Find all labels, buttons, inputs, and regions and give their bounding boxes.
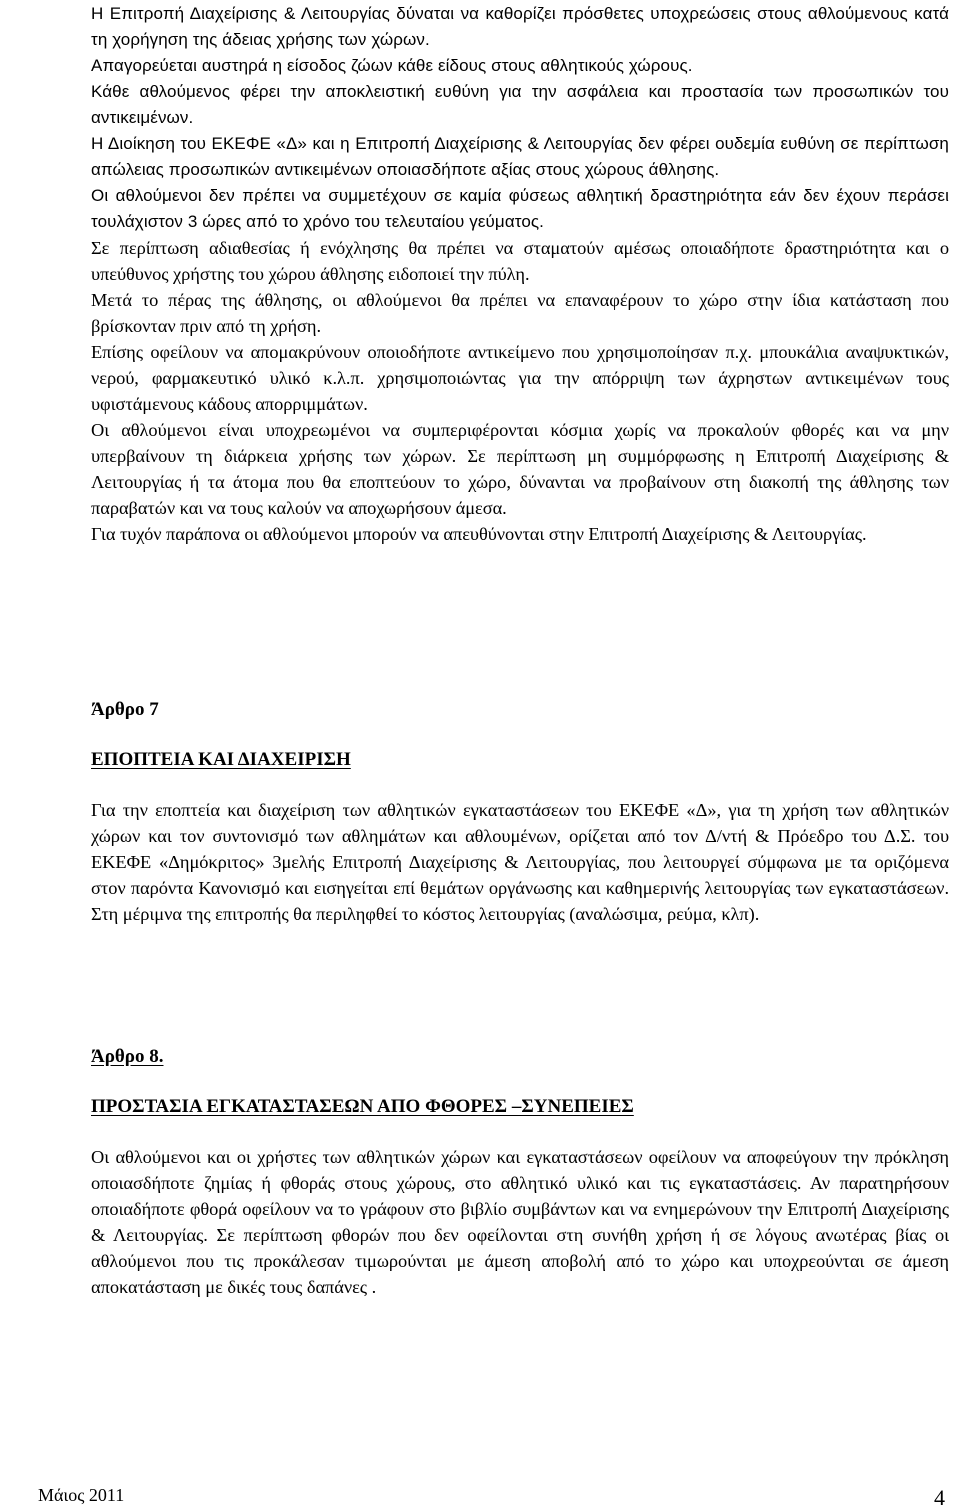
article-7-body: Για την εποπτεία και διαχείριση των αθλητικών εγκαταστάσεων του ΕΚΕΦΕ «Δ», για τη χρήση των αθλητικών χώρων και τον συντονισμό των αθλημάτων και αθλουμένων, ορίζεται από τον Δ/ντή & Πρόεδρο του Δ.Σ. του ΕΚΕΦΕ «Δημόκριτος» 3μελής Επιτροπή Διαχείρισης & Λειτουργίας, που λειτουργεί σύμφωνα με τα οριζόμενα στον παρόντα Κανονισμό και εισηγείται επί θεμάτων οργάνωσης και καθημερινής λειτουργίας των εγκαταστάσεων. Στη μέριμνα της επιτροπής θα περιληφθεί το κόστος λειτουργίας (αναλώσιμα, ρεύμα, κλπ). xyxy=(91,800,949,924)
footer-date: Μάιος 2011 xyxy=(38,1485,125,1505)
article-7-title: ΕΠΟΠΤΕΙΑ ΚΑΙ ΔΙΑΧΕΙΡΙΣΗ xyxy=(91,749,351,770)
paragraph-illness: Σε περίπτωση αδιαθεσίας ή ενόχλησης θα πρέπει να σταματούν αμέσως οποιαδήποτε δραστηριότητα και ο υπεύθυνος χρήστης του χώρου άθλησης ειδοποιεί την πύλη. xyxy=(91,238,949,284)
footer-page-number: 4 xyxy=(934,1485,945,1510)
paragraph-conduct: Οι αθλούμενοι είναι υποχρεωμένοι να συμπεριφέρονται κόσμια χωρίς να προκαλούν φθορές και να μην υπερβαίνουν τη διάρκεια χρήσης των χώρων. Σε περίπτωση μη συμμόρφωσης η Επιτροπή Διαχείρισης & Λειτουργίας ή τα άτομα που θα εποπτεύουν το χώρο, δύνανται να προβαίνουν στη διακοπή της άθλησης των παραβατών και να τους καλούν να αποχωρήσουν άμεσα. xyxy=(91,420,949,518)
article-7-number: Άρθρο 7 xyxy=(91,699,159,720)
paragraph-no-liability: Η Διοίκηση του ΕΚΕΦΕ «Δ» και η Επιτροπή Διαχείρισης & Λειτουργίας δεν φέρει ουδεμία ευθύνη σε περίπτωση απώλειας προσωπικών αντικειμένων οποιασδήποτε αξίας στους χώρους άθλησης. xyxy=(91,134,949,179)
article-7 xyxy=(91,697,949,927)
paragraph-remove-items: Επίσης οφείλουν να απομακρύνουν οποιοδήποτε αντικείμενο που χρησιμοποίησαν π.χ. μπουκάλια αναψυκτικών, νερού, φαρμακευτικό υλικό κ.λ.π. χρησιμοποιώντας για την απόρριψη των άχρηστων αντικειμένων τους υφιστάμενους κάδους απορριμμάτων. xyxy=(91,342,949,414)
paragraph-restore-space: Μετά το πέρας της άθλησης, οι αθλούμενοι θα πρέπει να επαναφέρουν το χώρο στην ίδια κατάσταση που βρίσκονταν πριν από τη χρήση. xyxy=(91,290,949,336)
paragraph-personal-items-responsibility: Κάθε αθλούμενος φέρει την αποκλειστική ευθύνη για την ασφάλεια και προστασία των προσωπικών του αντικειμένων. xyxy=(91,82,949,127)
paragraph-meal-rule: Οι αθλούμενοι δεν πρέπει να συμμετέχουν σε καμία φύσεως αθλητική δραστηριότητα εάν δεν έχουν περάσει τουλάχιστον 3 ώρες από το χρόνο του τελευταίου γεύματος. xyxy=(91,186,949,231)
article-6-continuation xyxy=(91,0,949,547)
article-8-title: ΠΡΟΣΤΑΣΙΑ ΕΓΚΑΤΑΣΤΑΣΕΩΝ ΑΠΟ ΦΘΟΡΕΣ –ΣΥΝΕΠΕΙΕΣ xyxy=(91,1096,634,1117)
paragraph-complaints: Για τυχόν παράπονα οι αθλούμενοι μπορούν να απευθύνονται στην Επιτροπή Διαχείρισης & Λειτουργίας. xyxy=(91,524,867,544)
paragraph-no-animals: Απαγορεύεται αυστηρά η είσοδος ζώων κάθε είδους στους αθλητικούς χώρους. xyxy=(91,56,693,75)
article-8-body: Οι αθλούμενοι και οι χρήστες των αθλητικών χώρων και εγκαταστάσεων οφείλουν να αποφεύγουν την πρόκληση οποιασδήποτε ζημίας ή φθοράς στους χώρους, στο αθλητικό υλικό και τις εγκαταστάσεις. Αν παρατηρήσουν οποιαδήποτε φθορά οφείλουν να το γράφουν στο βιβλίο συμβάντων και να ενημερώνουν την Επιτροπή Διαχείρισης & Λειτουργίας. Σε περίπτωση φθορών που δεν οφείλονται στη συνήθη χρήση ή σε λόγους ανωτέρας βίας οι αθλούμενοι που τις προκάλεσαν τιμωρούνται με άμεση αποβολή από το χώρο και υποχρεούνται σε άμεση αποκατάσταση με δικές τους δαπάνες . xyxy=(91,1147,949,1297)
article-8-number: Άρθρο 8. xyxy=(91,1046,164,1067)
article-8 xyxy=(91,1044,949,1300)
paragraph-additional-obligations: Η Επιτροπή Διαχείρισης & Λειτουργίας δύναται να καθορίζει πρόσθετες υποχρεώσεις στους αθλούμενους κατά τη χορήγηση της άδειας χρήσης των χώρων. xyxy=(91,4,949,49)
